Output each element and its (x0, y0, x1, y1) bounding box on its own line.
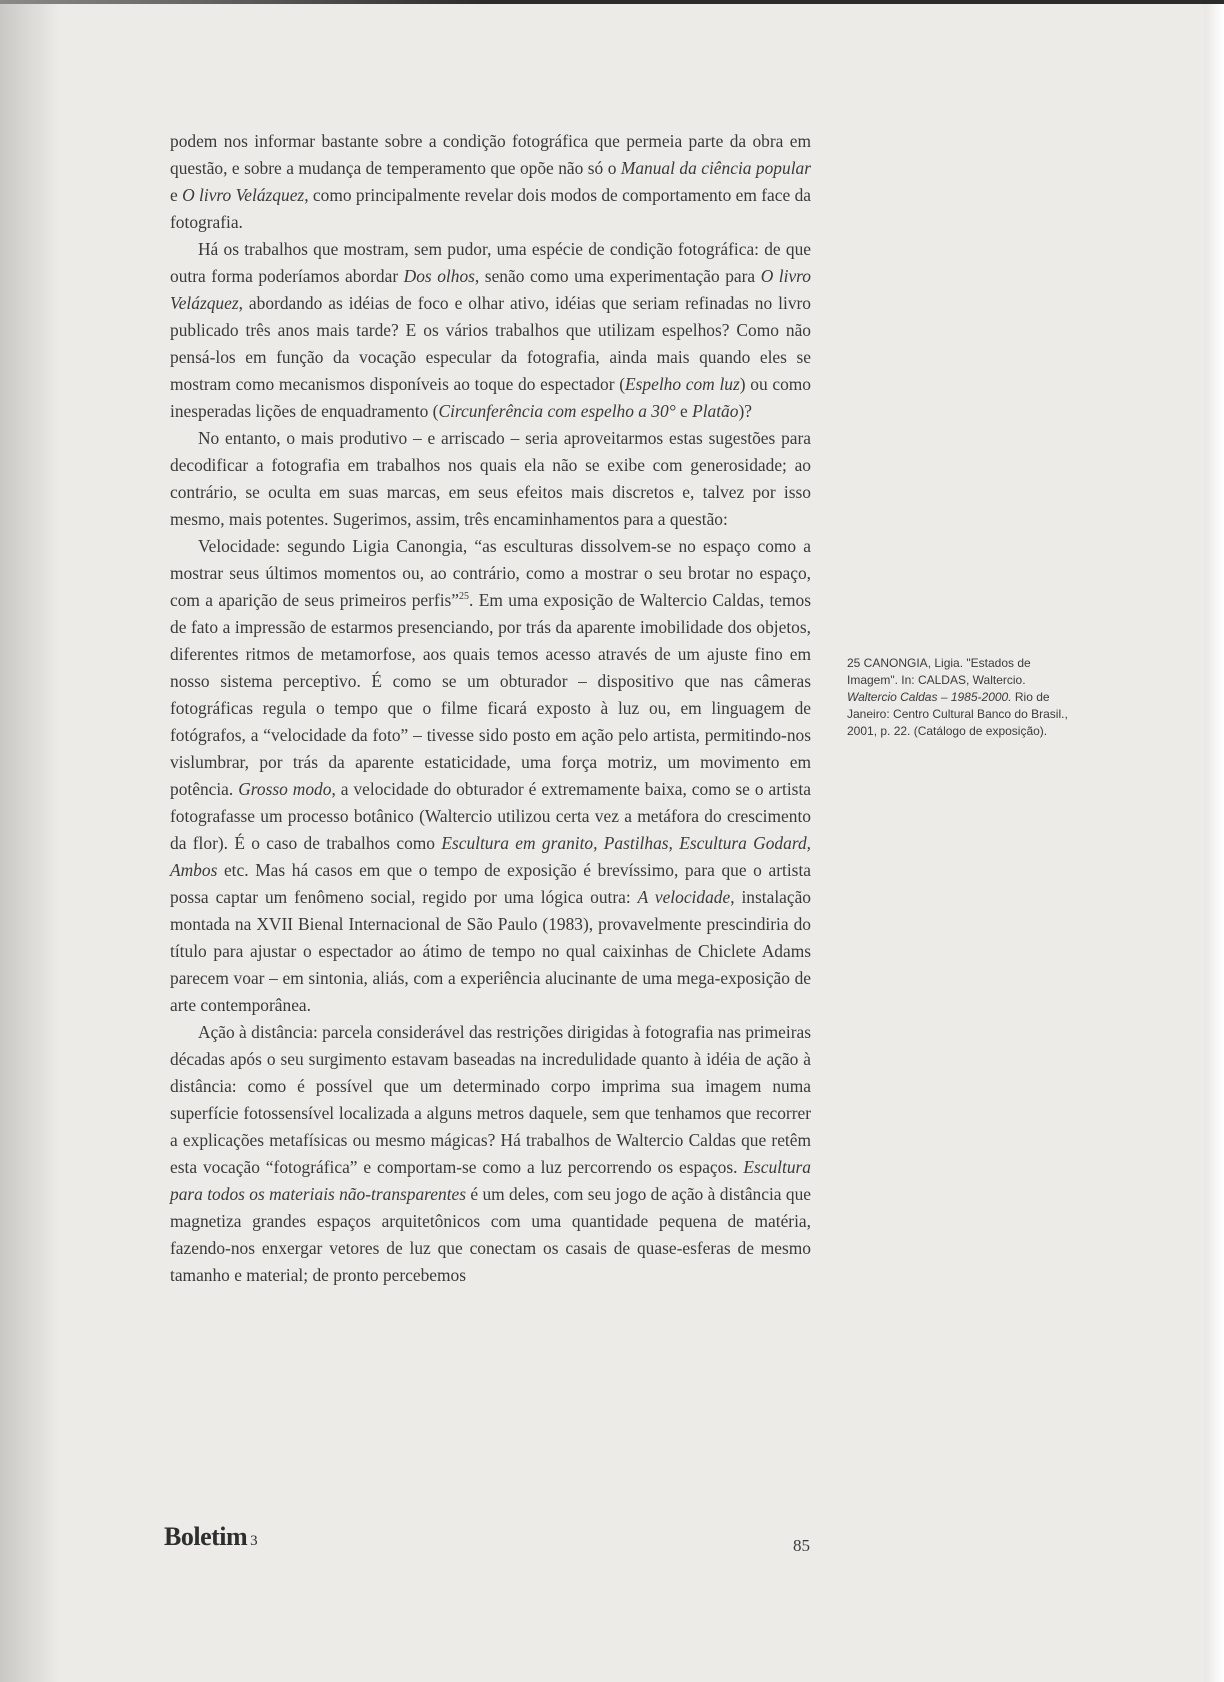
text-run: Há os trabalhos que mostram, sem pudor, uma espécie de condição fotográfica: de que outra forma poderíamos abordar (170, 239, 811, 286)
italic-title: Escultura para todos os materiais não-transparentes (170, 1157, 811, 1204)
paragraph-4 (170, 533, 811, 1019)
text-run: 25 CANONGIA, Ligia. "Estados de Imagem". In: CALDAS, Waltercio. (847, 656, 1031, 687)
italic-title: O livro Velázquez (170, 266, 812, 313)
text-run: , a velocidade do obturador é extremamente baixa, como se o artista fotografasse um processo botânico (Waltercio utilizou certa vez a metáfora do crescimento da flor). É o caso de trabalhos como (170, 779, 811, 853)
text-run: )? (738, 401, 752, 421)
italic-title: Waltercio Caldas – 1985-2000. (847, 690, 1012, 704)
italic-title: Circunferência com espelho a 30° (438, 401, 676, 421)
text-run: , abordando as idéias de foco e olhar ativo, idéias que seriam refinadas no livro publicado três anos mais tarde? E os vários trabalhos que utilizam espelhos? Como não pensá-los em função da vocação especular da fotografia, ainda mais quando eles se mostram como mecanismos disponíveis ao toque do espectador ( (170, 293, 811, 394)
text-run: . Em uma exposição de Waltercio Caldas, temos de fato a impressão de estarmos presenciando, por trás da aparente imobilidade dos objetos, diferentes ritmos de metamorfose, aos quais temos acesso através de um ajuste fino em nosso sistema perceptivo. É como se um obturador – dispositivo que nas câmeras fotográficas regula o tempo que o filme ficará exposto à luz ou, em linguagem de fotógrafos, a “velocidade da foto” – tivesse sido posto em ação pelo artista, permitindo-nos vislumbrar, por trás da aparente estaticidade, uma força motriz, um movimento em potência. (170, 590, 811, 799)
text-run: Ação à distância: parcela considerável das restrições dirigidas à fotografia nas primeiras décadas após o seu surgimento estavam baseadas na incredulidade quanto à idéia de ação à distância: como é possível que um determinado corpo imprima sua imagem numa superfície fotossensível localizada a alguns metros daquele, sem que tenhamos que recorrer a explicações metafísicas ou mesmo mágicas? Há trabalhos de Waltercio Caldas que retêm esta vocação “fotográfica” e comportam-se como a luz percorrendo os espaços. (170, 1022, 811, 1177)
italic-title: O livro Velázquez (182, 185, 305, 205)
journal-issue: 3 (250, 1533, 258, 1549)
italic-title: Escultura em granito, Pastilhas, Escultura Godard, Ambos (170, 833, 811, 880)
italic-title: Dos olhos (403, 266, 475, 286)
italic-title: Platão (692, 401, 739, 421)
text-run: podem nos informar bastante sobre a condição fotográfica que permeia parte da obra em questão, e sobre a mudança de temperamento que opõe não só o (170, 131, 811, 178)
paragraph-3 (170, 425, 811, 533)
scan-top-edge (0, 0, 1224, 4)
paragraph-2 (170, 236, 811, 425)
text-run: etc. Mas há casos em que o tempo de exposição é brevíssimo, para que o artista possa captar um fenômeno social, regido por uma lógica outra: (170, 860, 811, 907)
paragraph-5 (170, 1019, 811, 1289)
journal-logo (164, 1522, 257, 1552)
sidenote-25 (847, 655, 1077, 740)
text-run: , como principalmente revelar dois modos de comportamento em face da fotografia. (170, 185, 811, 232)
main-text-column (170, 128, 811, 1289)
italic-title: Manual da ciência popular (620, 158, 811, 178)
page-edge (1204, 0, 1224, 1682)
text-run: , instalação montada na XVII Bienal Internacional de São Paulo (1983), provavelmente prescindiria do título para ajustar o espectador ao átimo de tempo no qual caixinhas de Chiclete Adams parecem voar – em sintonia, aliás, com a experiência alucinante de uma mega-exposição de arte contemporânea. (170, 887, 812, 1015)
text-run: e (170, 185, 183, 205)
italic-title: Espelho com luz (625, 374, 740, 394)
text-run: é um deles, com seu jogo de ação à distância que magnetiza grandes espaços arquitetônicos com uma quantidade pequena de matéria, fazendo-nos enxergar vetores de luz que conectam os casais de quase-esferas de mesmo tamanho e material; de pronto percebemos (170, 1184, 811, 1285)
text-run: , senão como uma experimentação para (474, 266, 761, 286)
text-run: Rio de Janeiro: Centro Cultural Banco do Brasil., 2001, p. 22. (Catálogo de exposição). (847, 690, 1068, 738)
page-gutter-shadow (0, 0, 60, 1682)
italic-title: A velocidade (637, 887, 731, 907)
text-run: No entanto, o mais produtivo – e arriscado – seria aproveitarmos estas sugestões para decodificar a fotografia em trabalhos nos quais ela não se exibe com generosidade; ao contrário, se oculta em suas marcas, em seus efeitos mais discretos e, talvez por isso mesmo, mais potentes. Sugerimos, assim, três encaminhamentos para a questão: (170, 428, 811, 529)
italic-title: Grosso modo (238, 779, 332, 799)
text-run: e (675, 401, 693, 421)
text-run: Velocidade: segundo Ligia Canongia, “as esculturas dissolvem-se no espaço como a mostrar seus últimos momentos ou, ao contrário, como a mostrar o seu brotar no espaço, com a aparição de seus primeiros perfis” (170, 536, 811, 610)
text-run: ) ou como inesperadas lições de enquadramento ( (170, 374, 812, 421)
page-number: 85 (793, 1536, 810, 1555)
footnote-ref: 25 (459, 591, 470, 603)
journal-name: Boletim (164, 1522, 248, 1551)
paragraph-1 (170, 128, 811, 236)
